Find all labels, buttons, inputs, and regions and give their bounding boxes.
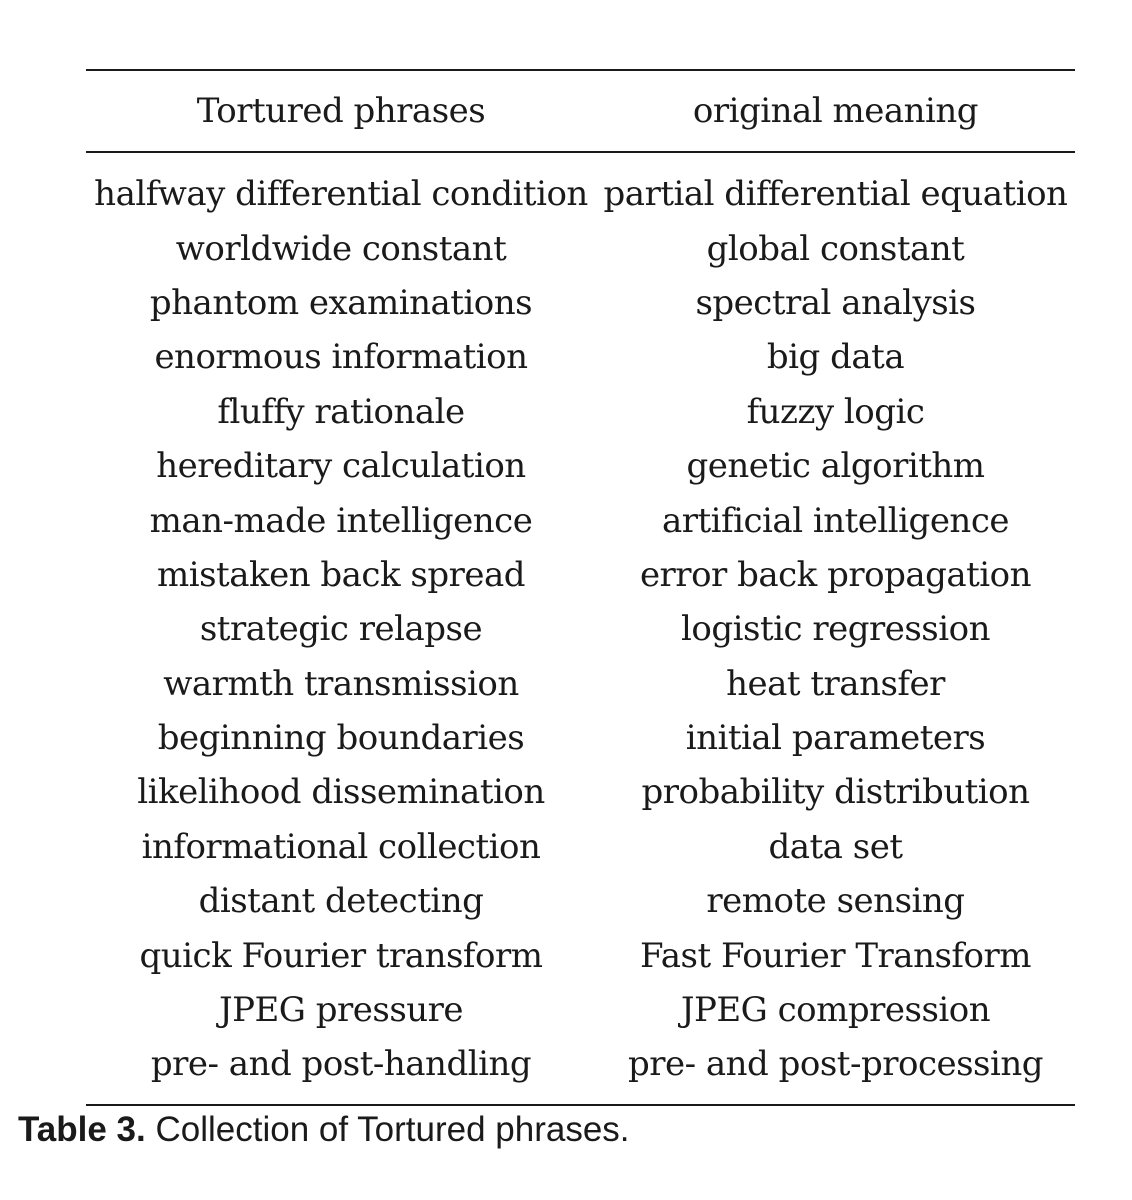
table-row: [86, 221, 1075, 275]
table-row: [86, 493, 1075, 547]
original-meaning-cell: global constant: [706, 228, 965, 269]
caption-label: Table 3.: [18, 1110, 146, 1149]
table-row: [86, 928, 1075, 982]
original-meaning-cell: data set: [768, 826, 903, 867]
tortured-phrase-cell: distant detecting: [198, 881, 484, 922]
original-meaning-cell: initial parameters: [685, 718, 986, 759]
table-grid: [86, 71, 1075, 151]
tortured-phrase-cell: strategic relapse: [199, 609, 483, 650]
tortured-phrase-cell: fluffy rationale: [217, 391, 465, 432]
table-row: [86, 657, 1075, 711]
table-row: [86, 276, 1075, 330]
tortured-phrase-cell: phantom examinations: [149, 282, 533, 323]
table-row: [86, 602, 1075, 656]
original-meaning-cell: remote sensing: [706, 881, 965, 922]
original-meaning-cell: Fast Fourier Transform: [640, 935, 1031, 976]
table-row: [86, 711, 1075, 765]
table-row: [86, 765, 1075, 819]
original-meaning-cell: fuzzy logic: [746, 391, 925, 432]
table-body: [86, 153, 1075, 1104]
original-meaning-cell: pre- and post-processing: [627, 1044, 1044, 1085]
header-tortured-phrases: Tortured phrases: [196, 91, 486, 131]
table-row: [86, 153, 1075, 221]
original-meaning-cell: logistic regression: [681, 609, 990, 650]
tortured-phrase-cell: mistaken back spread: [156, 554, 526, 595]
original-meaning-cell: big data: [766, 337, 905, 378]
table-row: [86, 983, 1075, 1037]
original-meaning-cell: partial differential equation: [603, 174, 1068, 215]
original-meaning-cell: probability distribution: [641, 772, 1030, 813]
original-meaning-cell: artificial intelligence: [661, 500, 1009, 541]
table-row: [86, 820, 1075, 874]
tortured-phrase-cell: hereditary calculation: [156, 446, 526, 487]
tortured-phrase-cell: halfway differential condition: [94, 174, 588, 215]
tortured-phrase-cell: enormous information: [154, 337, 528, 378]
tortured-phrase-cell: informational collection: [141, 826, 541, 867]
original-meaning-cell: genetic algorithm: [686, 446, 985, 487]
caption-text: Collection of Tortured phrases.: [155, 1110, 630, 1149]
header-original-meaning: original meaning: [692, 91, 979, 131]
header-row: [86, 71, 1075, 151]
table-row: [86, 439, 1075, 493]
table-caption: [18, 1112, 630, 1147]
original-meaning-cell: JPEG compression: [680, 990, 991, 1031]
table-row: [86, 330, 1075, 384]
table-row: [86, 1037, 1075, 1103]
tortured-phrases-table: [86, 69, 1075, 1106]
tortured-phrase-cell: JPEG pressure: [218, 990, 464, 1031]
tortured-phrase-cell: beginning boundaries: [157, 718, 525, 759]
tortured-phrase-cell: warmth transmission: [163, 663, 519, 704]
bottom-rule: [86, 1104, 1075, 1106]
original-meaning-cell: spectral analysis: [695, 282, 976, 323]
tortured-phrase-cell: pre- and post-handling: [150, 1044, 532, 1085]
tortured-phrase-cell: man-made intelligence: [149, 500, 533, 541]
tortured-phrase-cell: likelihood dissemination: [137, 772, 545, 813]
original-meaning-cell: error back propagation: [639, 554, 1032, 595]
table-row: [86, 874, 1075, 928]
tortured-phrase-cell: quick Fourier transform: [139, 935, 543, 976]
table-row: [86, 385, 1075, 439]
original-meaning-cell: heat transfer: [726, 663, 945, 704]
tortured-phrase-cell: worldwide constant: [175, 228, 507, 269]
table-row: [86, 548, 1075, 602]
